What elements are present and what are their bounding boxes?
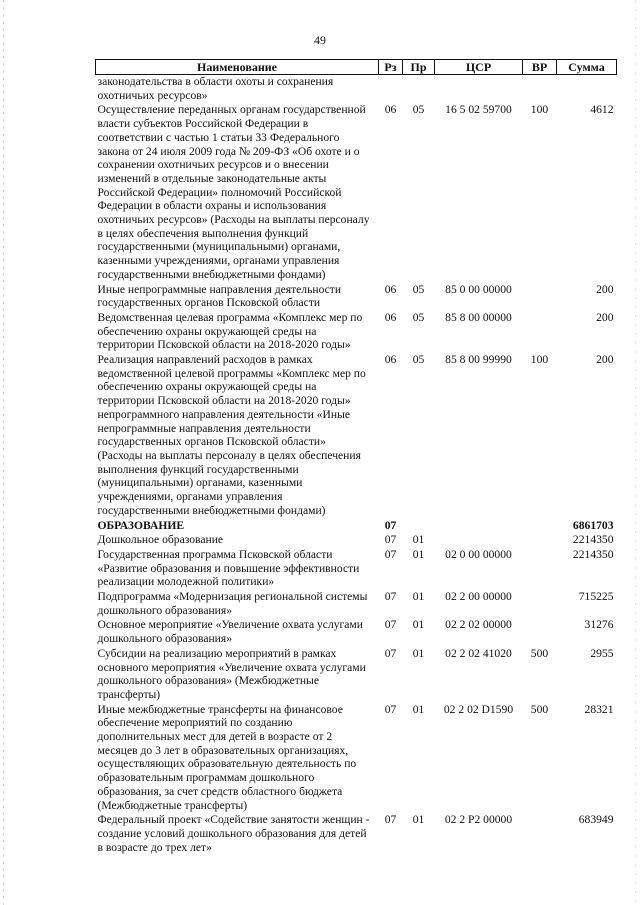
cell-vr [523,532,557,547]
cell-vr: 100 [530,353,549,367]
cell-rz: 07 [384,646,397,660]
cell-csr: 02 2 02 41020 [445,646,512,660]
cell-vr [523,282,557,310]
cell-vr [523,310,557,352]
table-row [96,352,617,517]
cell-csr: 02 2 02 00000 [445,618,512,632]
table-row [96,518,617,533]
cell-name: законодательства в области охоты и сохранения охотничьих ресурсов» [97,75,334,102]
cell-name: Реализация направлений расходов в рамках ведомственной целевой программы «Комплекс мер по обеспечению охраны окружающей среды на территории Псковской области на 2018-2020 годы» непрограммного направления деятельности «Иные непрограммные направления деятельности государственных органов Псковской области» (Расходы на выплаты персоналу в целях обеспечения выполнения функций государственными (муниципальными) органами, казенными учреждениями, органами управления государственными внебюджетными фондами) [97,353,366,517]
cell-rz: 06 [384,310,397,324]
cell-csr: 85 0 00 00000 [445,282,512,296]
cell-vr: 100 [530,103,549,117]
cell-vr [523,547,557,589]
cell-csr [435,75,523,103]
cell-name: Государственная программа Псковской области «Развитие образования и повышение эффективности реализации молодежной политики» [97,547,360,589]
cell-sum: 2214350 [572,533,614,547]
table-row [96,282,617,310]
cell-sum: 4612 [590,103,614,117]
budget-table [95,59,617,854]
column-header-csr: ЦСР [435,60,523,75]
page-number: 49 [314,33,326,47]
cell-pr: 01 [412,590,425,604]
cell-rz: 07 [384,618,397,632]
cell-pr [403,518,435,533]
cell-rz: 07 [384,590,397,604]
cell-name: Субсидии на реализацию мероприятий в рамках основного мероприятия «Увеличение охвата услугами дошкольного образования» (Межбюджетные трансферты) [97,646,366,701]
cell-csr: 02 2 P2 00000 [444,813,513,827]
cell-vr [523,812,557,854]
cell-sum: 200 [596,310,614,324]
cell-sum: 28321 [584,702,614,716]
table-row [96,702,617,813]
table-row [96,310,617,352]
cell-sum: 2214350 [572,547,614,561]
cell-pr: 05 [412,103,425,117]
cell-name: Осуществление переданных органам государственной власти субъектов Российской Федерации в соответствии с частью 1 статьи 33 Федерального закона от 24 июля 2009 года № 209-ФЗ «Об охоте и о сохранении охотничьих ресурсов и о внесении изменений в отдельные законодательные акты Российской Федерации» полномочий Российской Федерации в области охраны и использования охотничьих ресурсов» (Расходы на выплаты персоналу в целях обеспечения выполнения функций государственными (муниципальными) органами, казенными учреждениями, органами управления государственными внебюджетными фондами) [97,103,370,281]
cell-pr: 01 [412,646,425,660]
cell-pr: 01 [412,813,425,827]
table-row [96,812,617,854]
cell-name: Ведомственная целевая программа «Комплекс мер по обеспечению охраны окружающей среды на территории Псковской области на 2018-2020 годы» [97,310,363,352]
cell-rz [379,75,403,103]
table-header-row [96,60,617,75]
cell-rz: 07 [384,533,397,547]
cell-pr: 01 [412,618,425,632]
cell-pr: 01 [412,533,425,547]
cell-pr: 01 [412,547,425,561]
cell-csr: 02 0 00 00000 [445,547,512,561]
cell-name: ОБРАЗОВАНИЕ [97,518,185,532]
cell-name: Федеральный проект «Содействие занятости женщин - создание условий дошкольного образования для детей в возрасте до трех лет» [97,813,370,854]
cell-rz: 06 [384,103,397,117]
column-header-sum: Сумма [557,60,617,75]
cell-sum: 6861703 [572,518,614,532]
cell-csr: 02 2 02 D1590 [443,702,514,716]
cell-vr: 500 [530,702,549,716]
cell-name: Иные непрограммные направления деятельности государственных органов Псковской области [97,282,342,310]
cell-pr: 01 [412,702,425,716]
table-row [96,75,617,103]
cell-pr: 05 [412,310,425,324]
table-body [96,75,617,855]
cell-sum: 683949 [578,813,614,827]
scan-edge-left [3,0,4,905]
cell-sum: 2955 [590,646,614,660]
column-header-vr: ВР [523,60,557,75]
cell-sum: 31276 [584,618,614,632]
cell-vr [523,589,557,617]
cell-csr: 16 5 02 59700 [445,103,512,117]
cell-name: Подпрограмма «Модернизация региональной системы дошкольного образования» [97,590,368,617]
table-row [96,617,617,645]
cell-csr [435,518,523,533]
table-row [96,547,617,589]
cell-csr [435,532,523,547]
cell-vr [523,617,557,645]
table-row [96,646,617,702]
cell-csr: 02 2 00 00000 [445,590,512,604]
cell-pr: 05 [412,282,425,296]
cell-vr: 500 [530,646,549,660]
cell-name: Основное мероприятие «Увеличение охвата услугами дошкольного образования» [97,618,363,646]
cell-csr: 85 8 00 00000 [445,310,512,324]
scan-edge-right [635,0,636,905]
cell-rz: 06 [384,282,397,296]
cell-rz: 07 [384,547,397,561]
cell-pr: 05 [412,353,425,367]
cell-vr [523,518,557,533]
column-header-rz: Рз [379,60,403,75]
cell-sum: 200 [596,353,614,367]
cell-rz: 07 [384,702,397,716]
cell-rz: 07 [384,518,397,532]
column-header-name: Наименование [96,60,379,75]
cell-csr: 85 8 00 99990 [445,353,512,367]
table-row [96,532,617,547]
cell-sum: 715225 [578,590,614,604]
cell-vr [523,75,557,103]
table-row [96,102,617,281]
cell-name: Иные межбюджетные трансферты на финансовое обеспечение мероприятий по созданию дополнительных мест для детей в возрасте от 2 месяцев до 3 лет в образовательных организациях, осуществляющих образовательную деятельность по образовательным программам дошкольного образования, за счет средств областного бюджета (Межбюджетные трансферты) [97,702,357,812]
cell-pr [403,75,435,103]
cell-sum: 200 [596,282,614,296]
cell-sum [557,75,617,103]
cell-rz: 06 [384,353,397,367]
cell-rz: 07 [384,813,397,827]
cell-name: Дошкольное образование [97,533,224,547]
column-header-pr: Пр [403,60,435,75]
table-row [96,589,617,617]
